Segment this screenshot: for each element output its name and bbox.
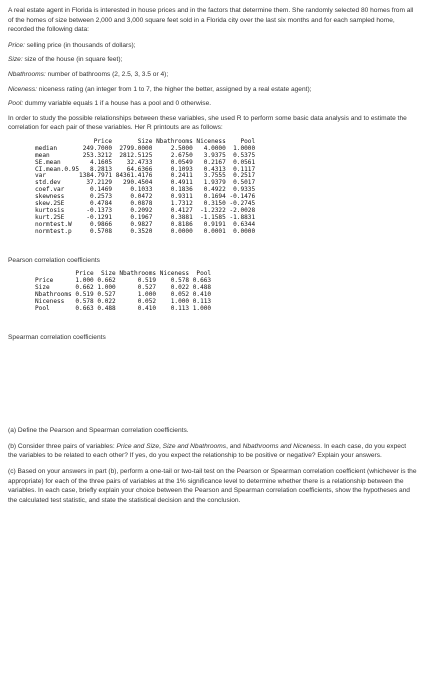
variable-desc: number of bathrooms (2, 2.5, 3, 3.5 or 4); — [45, 70, 169, 78]
question-b-text-end: . In each case, do you expect the variables to be related to each other? If yes, do you expect the relationship to be positive or negative? Explain your answers. — [8, 442, 407, 460]
variable-nbathrooms — [8, 70, 417, 80]
pearson-title: Pearson correlation coefficients — [8, 256, 100, 264]
variable-desc: dummy variable equals 1 if a house has a pool and 0 otherwise. — [23, 100, 212, 108]
pearson-matrix-output: Price Size Nbathrooms Niceness Pool Price 1.000 0.662 0.519 0.578 0.663 Size 0.662 1.000 0.527 0.022 0.488 Nbathrooms 0.519 0.527 1.000 0.052 0.410 Niceness 0.578 0.022 0.052 1.000 0.113 Pool 0.663 0.488 0.410 0.113 1.000 — [35, 270, 212, 312]
spearman-title: Spearman correlation coefficients — [8, 333, 106, 341]
pair-price-size: Price and Size — [116, 442, 159, 450]
question-a: (a) Define the Pearson and Spearman correlation coefficients. — [8, 427, 189, 435]
variable-name: Nbathrooms: — [8, 70, 46, 78]
variable-name: Niceness: — [8, 85, 37, 93]
variable-niceness — [8, 85, 417, 95]
variable-size — [8, 55, 417, 65]
variable-desc: niceness rating (an integer from 1 to 7, the higher the better, assigned by a real estate agent); — [36, 85, 312, 93]
variable-name: Pool: — [8, 100, 24, 108]
question-c: (c) Based on your answers in part (b), perform a one-tail or two-tail test on the Pearson or Spearman correlation coefficient (whichever is the appropriate) for each of the three pairs of variables at the 1% significance level to determine whether there is a relationship between the variables. In each case, briefly explain your choice between the Pearson and Spearman correlation coefficients, show the hypotheses and the calculated test statistic, and state the statistical decision and the conclusion. — [8, 468, 417, 504]
separator: , and — [226, 442, 243, 450]
variable-name: Size: — [8, 56, 23, 64]
question-b-text: (b) Consider three pairs of variables: — [8, 442, 117, 450]
question-b — [8, 442, 417, 461]
descriptive-stats-output: Price Size Nbathrooms Niceness Pool median 249.7000 2799.0000 2.5000 4.0000 1.0000 mean 253.3212 2812.5125 2.6750 3.9375 0.5375 SE.mean 4.1605 32.4733 0.0549 0.2167 0.0561 CI.mean.0.95 8.2813 64.6366 0.1093 0.4313 0.1117 var 1384.7971 84361.4176 0.2411 3.7555 0.2517 std.dev 37.2129 290.4504 0.4911 1.9379 0.5017 coef.var 0.1469 0.1033 0.1836 0.4922 0.9335 skewness 0.2573 0.0472 0.9311 0.1694 -0.1476 skew.2SE 0.4784 0.0878 1.7312 0.3150 -0.2745 kurtosis -0.1373 0.2092 0.4127 -1.2322 -2.0028 kurt.2SE -0.1291 0.1967 0.3881 -1.1585 -1.8831 normtest.W 0.9866 0.9827 0.8186 0.9191 0.6344 normtest.p 0.5708 0.3520 0.0000 0.0001 0.0000 — [35, 137, 256, 235]
analysis-paragraph: In order to study the possible relationships between these variables, she used R to perform some basic data analysis and to estimate the correlation for each pair of these variables. Her R printouts are as follows: — [8, 114, 407, 132]
variable-name: Price: — [8, 41, 25, 49]
variable-pool — [8, 99, 417, 109]
variable-desc: size of the house (in square feet); — [22, 56, 123, 64]
pair-nbathrooms-niceness: Nbathrooms and Niceness — [242, 442, 321, 450]
variable-desc: selling price (in thousands of dollars); — [24, 41, 136, 49]
pair-size-nbathrooms: Size and Nbathrooms — [162, 442, 227, 450]
blank-area — [8, 348, 417, 426]
variable-price — [8, 41, 417, 51]
separator: , — [159, 442, 163, 450]
intro-paragraph: A real estate agent in Florida is interested in house prices and in the factors that determine them. She randomly selected 80 homes from all of the homes of size between 2,000 and 3,000 square feet sold in a Florida city over the last six months and for each sampled home, recorded the following data: — [8, 7, 414, 34]
